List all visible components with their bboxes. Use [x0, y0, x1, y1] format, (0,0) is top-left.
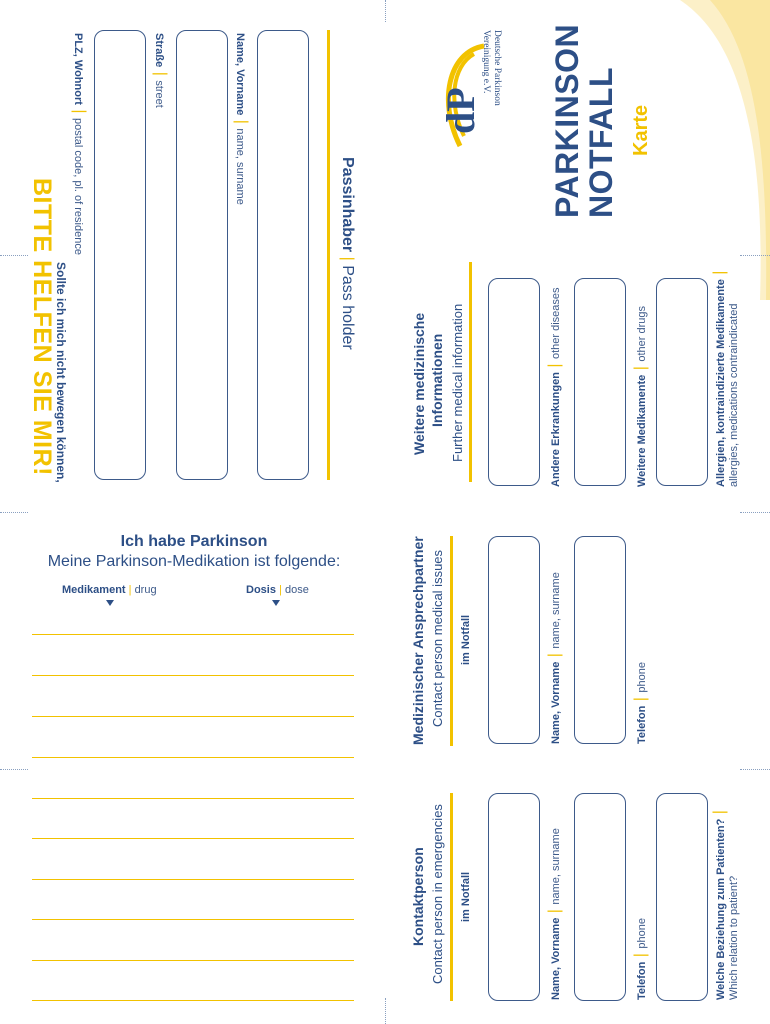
- fold-mark: [0, 255, 28, 256]
- medical-contact-accent-bar: [450, 536, 453, 746]
- medical-contact-name-de: Name, Vorname: [550, 661, 562, 744]
- help-request-text: Sollte ich mich nicht bewegen können,: [54, 262, 68, 483]
- card-title-line1: PARKINSON: [549, 23, 585, 218]
- relation-label-en: Which relation to patient?: [728, 875, 740, 1000]
- allergies-label-de: Allergien, kontraindizierte Medikamente: [715, 279, 727, 487]
- contact-person-name-field[interactable]: [488, 793, 540, 1001]
- medication-line[interactable]: [32, 879, 354, 880]
- fold-mark: [0, 769, 28, 770]
- medication-line[interactable]: [32, 1000, 354, 1001]
- medical-contact-heading-en: Contact person medical issues: [430, 549, 445, 727]
- medication-line[interactable]: [32, 634, 354, 635]
- medical-info-heading-line1: Weitere medizinische: [411, 312, 427, 455]
- holder-street-field[interactable]: [176, 30, 228, 480]
- medication-line[interactable]: [32, 919, 354, 920]
- fold-mark: [740, 512, 770, 513]
- dose-arrow-icon: [272, 600, 280, 606]
- medical-info-heading-line2: Informationen: [429, 333, 445, 427]
- pass-holder-heading-en: Pass holder: [339, 265, 356, 350]
- help-me-text: BITTE HELFEN SIE MIR!: [28, 178, 56, 476]
- medical-contact-emergency: im Notfall: [460, 614, 472, 665]
- holder-name-field[interactable]: [257, 30, 309, 480]
- drug-column-en: drug: [134, 584, 157, 596]
- fold-mark: [740, 255, 770, 256]
- contact-person-heading-en: Contact person in emergencies: [430, 804, 445, 984]
- medication-line[interactable]: [32, 798, 354, 799]
- holder-city-field[interactable]: [94, 30, 146, 480]
- contact-person-name-de: Name, Vorname: [550, 917, 562, 1000]
- drug-arrow-icon: [106, 600, 114, 606]
- contact-person-phone-field[interactable]: [574, 793, 626, 1001]
- medical-info-heading-en: Further medical information: [450, 303, 465, 462]
- name-label-de: Name, Vorname: [234, 33, 246, 116]
- fold-mark: [740, 769, 770, 770]
- allergies-field[interactable]: [656, 278, 708, 486]
- medication-line[interactable]: [32, 960, 354, 961]
- fold-mark: [385, 0, 386, 22]
- card-title-line3: Karte: [630, 104, 652, 156]
- other-drugs-field[interactable]: [574, 278, 626, 486]
- medication-line[interactable]: [32, 838, 354, 839]
- medication-line[interactable]: [32, 716, 354, 717]
- drug-column-de: Medikament: [62, 584, 126, 596]
- pass-holder-heading-de: Passinhaber: [339, 157, 356, 253]
- svg-text:dP: dP: [438, 87, 483, 134]
- other-diseases-field[interactable]: [488, 278, 540, 486]
- contact-person-emergency: im Notfall: [460, 871, 472, 922]
- medical-info-accent-bar: [469, 262, 472, 482]
- medication-line[interactable]: [32, 675, 354, 676]
- street-label-en: street: [153, 80, 165, 108]
- medical-contact-phone-en: phone: [636, 662, 648, 693]
- dose-column-en: dose: [284, 584, 309, 596]
- drugs-label-en: other drugs: [636, 305, 648, 362]
- contact-person-heading-de: Kontaktperson: [410, 847, 426, 946]
- allergies-label-en: allergies, medications contraindicated: [728, 303, 740, 487]
- fold-mark: [0, 512, 28, 513]
- city-label-en: postal code, pl. of residence: [72, 117, 84, 255]
- contact-person-phone-en: phone: [636, 918, 648, 949]
- drugs-label-de: Weitere Medikamente: [636, 374, 648, 487]
- fold-mark: [385, 998, 386, 1024]
- org-name-line2: Vereinigung e.V.: [481, 30, 491, 94]
- card-title-line2: NOTFALL: [583, 66, 619, 218]
- medical-contact-phone-de: Telefon: [636, 705, 648, 744]
- medical-contact-phone-field[interactable]: [574, 536, 626, 744]
- medication-line[interactable]: [32, 757, 354, 758]
- contact-person-name-en: name, surname: [550, 828, 562, 905]
- contact-person-relation-field[interactable]: [656, 793, 708, 1001]
- medication-heading: Ich habe Parkinson: [120, 533, 268, 550]
- contact-person-accent-bar: [450, 793, 453, 1001]
- medical-contact-name-field[interactable]: [488, 536, 540, 744]
- name-label-en: name, surname: [234, 128, 246, 205]
- org-name-line1: Deutsche Parkinson: [492, 30, 502, 106]
- street-label-de: Straße: [153, 33, 165, 68]
- diseases-label-de: Andere Erkrankungen: [550, 372, 562, 487]
- medical-contact-heading-de: Medizinischer Ansprechpartner: [410, 536, 426, 745]
- pass-holder-accent-bar: [327, 30, 330, 480]
- dose-column-de: Dosis: [246, 584, 276, 596]
- medication-subheading: Meine Parkinson-Medikation ist folgende:: [47, 553, 341, 570]
- diseases-label-en: other diseases: [550, 287, 562, 360]
- relation-label-de: Welche Beziehung zum Patienten?: [715, 818, 727, 1000]
- medical-contact-name-en: name, surname: [550, 572, 562, 649]
- contact-person-phone-de: Telefon: [636, 961, 648, 1000]
- city-label-de: PLZ, Wohnort: [72, 33, 84, 105]
